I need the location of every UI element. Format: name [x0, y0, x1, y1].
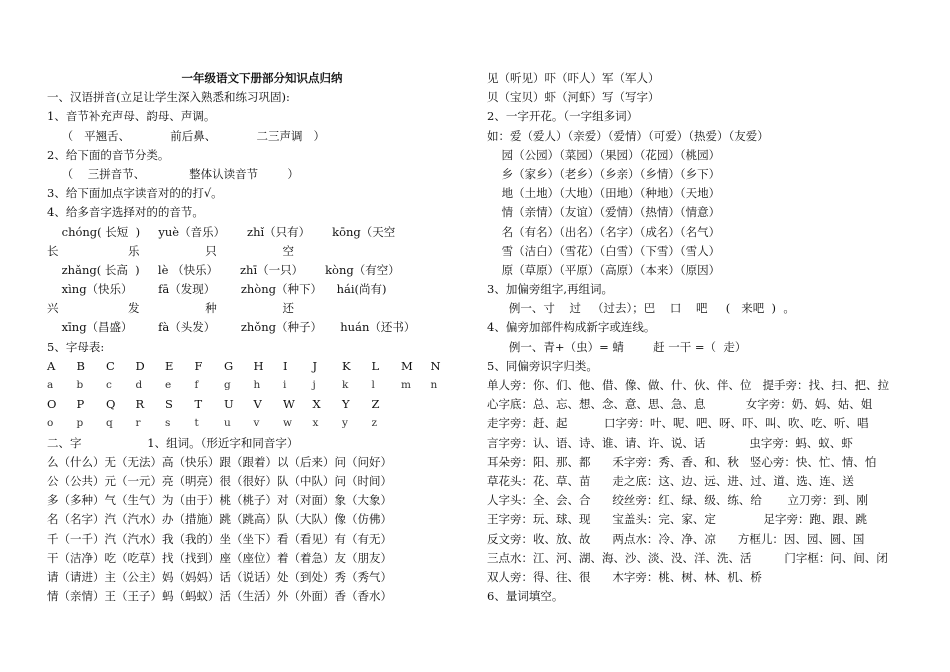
text-line: 4、给多音字选择对的的音节。 — [47, 205, 204, 220]
text-line: 名（有名）（出名）（名字）（成名）（名气） — [487, 224, 721, 239]
text-line: 双人旁：得、往、很 木字旁：桃、树、林、机、桥 — [487, 569, 762, 584]
alphabet-letter: p — [76, 417, 84, 430]
alphabet-letter: o — [47, 417, 54, 430]
text-line: 如：爱（爱人）（亲爱）（爱情）（可爱）（热爱）（友爱） — [487, 128, 769, 143]
alphabet-letter: w — [283, 417, 292, 430]
left-lines-a — [47, 88, 467, 357]
text-line: 例一、寸 过 （过去）；巴 口 吧 ( 来吧 ) 。 — [487, 301, 795, 316]
alphabet-letter: e — [165, 379, 172, 391]
text-line: 5、字母表: — [47, 339, 105, 354]
alphabet-letter: a — [47, 379, 54, 391]
text-line: 王字旁：玩、球、现 宝盖头：完、家、定 足字旁：跑、跟、跳 — [487, 512, 867, 527]
alphabet-letter: v — [253, 417, 260, 430]
alphabet-letter: D — [135, 358, 145, 373]
alphabet-letter: k — [342, 379, 349, 391]
alphabet-letter: U — [224, 397, 234, 412]
text-line: 言字旁：认、语、诗、谁、请、许、说、话 虫字旁：蚂、蚁、虾 — [487, 435, 853, 450]
alphabet-letter: J — [312, 358, 318, 373]
alphabet-lower-row-1 — [47, 376, 467, 395]
left-column — [47, 69, 467, 606]
text-line: 2、一字开花。（一字组多词） — [487, 109, 639, 124]
text-line: 单人旁：你、们、他、借、像、做、什、伙、伴、位 提手旁：找、扫、把、拉 — [487, 378, 889, 392]
alphabet-letter: F — [194, 358, 203, 373]
text-line: 兴 发 种 还 — [47, 301, 295, 316]
alphabet-letter: x — [312, 417, 319, 430]
text-line: 地（土地）（大地）（田地）（种地）（天地） — [487, 186, 721, 201]
alphabet-lower-row-2 — [47, 414, 467, 433]
text-line: 名（名字）汽（汽水）办（措施）跳（跳高）队（大队）像（仿佛） — [47, 512, 392, 527]
text-line: 见（听见）吓（吓人）军（军人） — [487, 71, 660, 85]
alphabet-upper-row-2 — [47, 395, 467, 414]
alphabet-letter: W — [283, 397, 295, 412]
alphabet-letter: G — [224, 358, 234, 373]
text-line: 雪（洁白）（雪花）（白雪）（下雪）（雪人） — [487, 243, 721, 258]
alphabet-letter: s — [165, 417, 171, 430]
alphabet-letter: z — [371, 417, 378, 430]
alphabet-letter: f — [194, 379, 199, 391]
alphabet-letter: t — [194, 417, 199, 430]
text-line: 干（洁净）吃（吃草）找（找到）座（座位）着（着急）友（朋友） — [47, 550, 392, 565]
text-line: 三点水：江、河、湖、海、沙、淡、没、洋、洗、活 门字框：问、间、闭 — [487, 550, 888, 565]
text-line: 人字头：全、会、合 绞丝旁：红、绿、级、练、给 立刀旁：到、刚 — [487, 493, 869, 508]
alphabet-letter: y — [342, 417, 348, 430]
text-line: 心字底：总、忘、想、念、意、思、急、息 女字旁：奶、妈、姑、姐 — [487, 397, 873, 412]
text-line: 二、字 1、组词。（形近字和同音字） — [47, 435, 299, 450]
alphabet-letter: d — [135, 379, 143, 391]
alphabet-letter: K — [342, 358, 351, 373]
text-line: xìng（快乐） fā（发现） zhòng（种下） hái(尚有) — [47, 282, 387, 297]
alphabet-letter: A — [47, 358, 56, 373]
text-line: 贝（宝贝）虾（河虾）写（写字） — [487, 90, 660, 105]
alphabet-letter: O — [47, 397, 57, 412]
alphabet-letter: h — [253, 379, 261, 391]
right-column — [487, 69, 917, 606]
alphabet-letter: T — [194, 397, 203, 412]
alphabet-letter: E — [165, 358, 174, 373]
alphabet-letter: X — [312, 397, 321, 412]
alphabet-letter: l — [371, 379, 375, 391]
alphabet-letter: b — [76, 379, 84, 391]
alphabet-letter: Y — [342, 397, 350, 412]
alphabet-letter: L — [371, 358, 380, 373]
text-line: zhǎng( 长高 ) lè （快乐） zhī（一只） kòng（有空） — [47, 262, 400, 277]
text-line: 么（什么）无（无法）高（快乐）跟（跟着）以（后来）问（问好） — [47, 454, 392, 469]
alphabet-letter: M — [401, 358, 413, 373]
text-line: （ 平翘舌、 前后鼻、 二三声调 ） — [47, 128, 325, 143]
text-line: 一、汉语拼音(立足让学生深入熟悉和练习巩固): — [47, 90, 290, 105]
alphabet-letter: V — [253, 397, 262, 412]
text-line: 4、偏旁加部件构成新字或连线。 — [487, 320, 656, 335]
right-lines — [487, 69, 917, 606]
text-line: 原（草原）（平原）（高原）（本来）（原因） — [487, 262, 721, 277]
alphabet-letter: B — [76, 358, 85, 373]
alphabet-letter: C — [106, 358, 115, 373]
alphabet-letter: P — [76, 397, 85, 412]
alphabet-letter: m — [401, 379, 411, 391]
alphabet-letter: c — [106, 379, 112, 391]
text-line: 情（亲情）王（王子）蚂（蚂蚁）活（生活）外（外面）香（香水） — [47, 589, 392, 604]
text-line: xīng（昌盛） fà（头发） zhǒng（种子） huán（还书） — [47, 320, 416, 335]
text-line: 公（公共）元（一元）亮（明亮）很（很好）队（中队）问（时间） — [47, 473, 392, 488]
alphabet-upper-row-1 — [47, 357, 467, 376]
text-line: 1、音节补充声母、韵母、声调。 — [47, 109, 216, 124]
alphabet-letter: R — [135, 397, 145, 412]
text-line: 3、给下面加点字读音对的的打√。 — [47, 186, 223, 201]
text-line: 走字旁：赶、起 口字旁：叶、呢、吧、呀、吓、叫、吹、吃、听、唱 — [487, 416, 869, 431]
alphabet-letter: g — [224, 379, 231, 391]
page-title: 一年级语文下册部分知识点归纳 — [181, 71, 343, 85]
alphabet-letter: N — [430, 358, 441, 373]
alphabet-letter: n — [430, 379, 438, 391]
alphabet-letter: u — [224, 417, 231, 430]
alphabet-letter: r — [135, 417, 141, 430]
text-line: 耳朵旁：阳、那、都 禾字旁：秀、香、和、秋 竖心旁：快、忙、情、怕 — [487, 454, 877, 469]
alphabet-letter: I — [283, 358, 288, 373]
text-line: 3、加偏旁组字,再组词。 — [487, 282, 613, 297]
text-line: 千（一千）汽（汽水）我（我的）坐（坐下）看（看见）有（有无） — [47, 531, 392, 546]
left-lines-b — [47, 434, 467, 607]
alphabet-letter: Z — [371, 397, 380, 412]
alphabet-letter: j — [312, 379, 316, 391]
text-line: （ 三拼音节、 整体认读音节 ） — [47, 166, 299, 181]
text-line: 情（亲情）（友谊）（爱情）（热情）（情意） — [487, 205, 721, 220]
text-line: 请（请进）主（公主）妈（妈妈）话（说话）处（到处）秀（秀气） — [47, 569, 392, 584]
alphabet-letter: H — [253, 358, 264, 373]
text-line: 乡（家乡）（老乡）（乡亲）（乡情）（乡下） — [487, 166, 721, 181]
alphabet-letter: S — [165, 397, 173, 412]
text-line: 多（多种）气（生气）为（由于）桃（桃子）对（对面）象（大象） — [47, 493, 392, 508]
text-line: 园（公园）（菜园）（果园）（花园）（桃园） — [487, 147, 721, 162]
text-line: 草花头：花、草、苗 走之底：这、边、远、进、过、道、选、连、送 — [487, 473, 854, 488]
alphabet-letter: Q — [106, 397, 116, 412]
text-line: chóng( 长短 ) yuè（音乐） zhǐ（只有） kōng（天空 — [47, 224, 396, 239]
text-line: 2、给下面的音节分类。 — [47, 147, 170, 162]
text-line: 5、同偏旁识字归类。 — [487, 358, 598, 373]
text-line: 6、量词填空。 — [487, 589, 564, 604]
text-line: 反文旁：收、放、故 两点水：冷、净、凉 方框儿：因、园、圆、国 — [487, 531, 865, 546]
text-line: 例一、青+（虫）= 蜻 赶 一干 =（ 走） — [487, 339, 747, 354]
alphabet-letter: i — [283, 379, 287, 391]
text-line: 长 乐 只 空 — [47, 243, 295, 258]
alphabet-letter: q — [106, 417, 113, 430]
